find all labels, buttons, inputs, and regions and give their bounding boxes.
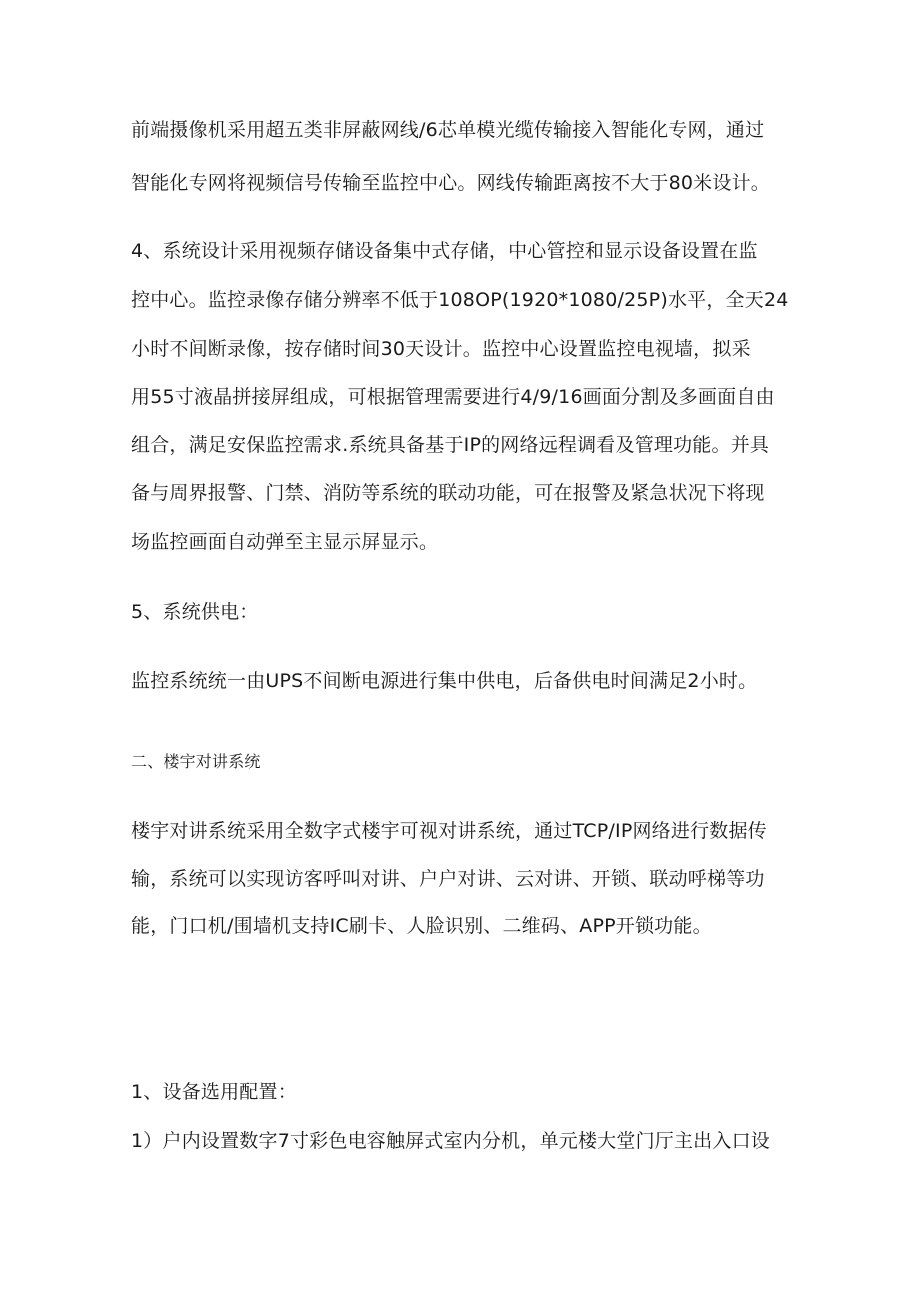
text-line: 智能化专网将视频信号传输至监控中心。网线传输距离按不大于80米设计。: [131, 172, 770, 194]
text-line: 组合，满足安保监控需求.系统具备基于IP的网络远程调看及管理功能。并具: [131, 434, 770, 456]
section-heading-equipment: 1、设备选用配置：: [131, 1081, 297, 1103]
text-line: 前端摄像机采用超五类非屏蔽网线/6芯单模光缆传输接入智能化专网，通过: [131, 119, 765, 141]
text-line: 小时不间断录像，按存储时间30天设计。监控中心设置监控电视墙，拟采: [131, 338, 751, 360]
paragraph-power: 监控系统统一由UPS不间断电源进行集中供电，后备供电时间满足2小时。: [131, 670, 758, 692]
text-line: 输，系统可以实现访客呼叫对讲、户户对讲、云对讲、开锁、联动呼梯等功: [131, 868, 765, 890]
section-heading-power: 5、系统供电：: [131, 601, 259, 623]
text-line: 备与周界报警、门禁、消防等系统的联动功能，可在报警及紧急状况下将现: [131, 482, 765, 504]
text-line: 场监控画面自动弹至主显示屏显示。: [131, 531, 439, 553]
text-line: 4、系统设计采用视频存储设备集中式存储，中心管控和显示设备设置在监: [131, 240, 758, 262]
text-line: 能，门口机/围墙机支持IC刷卡、人脸识别、二维码、APP开锁功能。: [131, 915, 712, 937]
section-heading-intercom: 二、楼宇对讲系统: [131, 752, 261, 771]
text-line: 用55寸液晶拼接屏组成，可根据管理需要进行4/9/16画面分割及多画面自由: [131, 386, 775, 408]
paragraph-equipment: 1）户内设置数字7寸彩色电容触屏式室内分机，单元楼大堂门厅主出入口设: [131, 1130, 770, 1152]
text-line: 控中心。监控录像存储分辨率不低于108OP(1920*1080∕25P)水平，全天24: [131, 289, 789, 311]
text-line: 楼宇对讲系统采用全数字式楼宇可视对讲系统，通过TCP/IP网络进行数据传: [131, 820, 767, 842]
